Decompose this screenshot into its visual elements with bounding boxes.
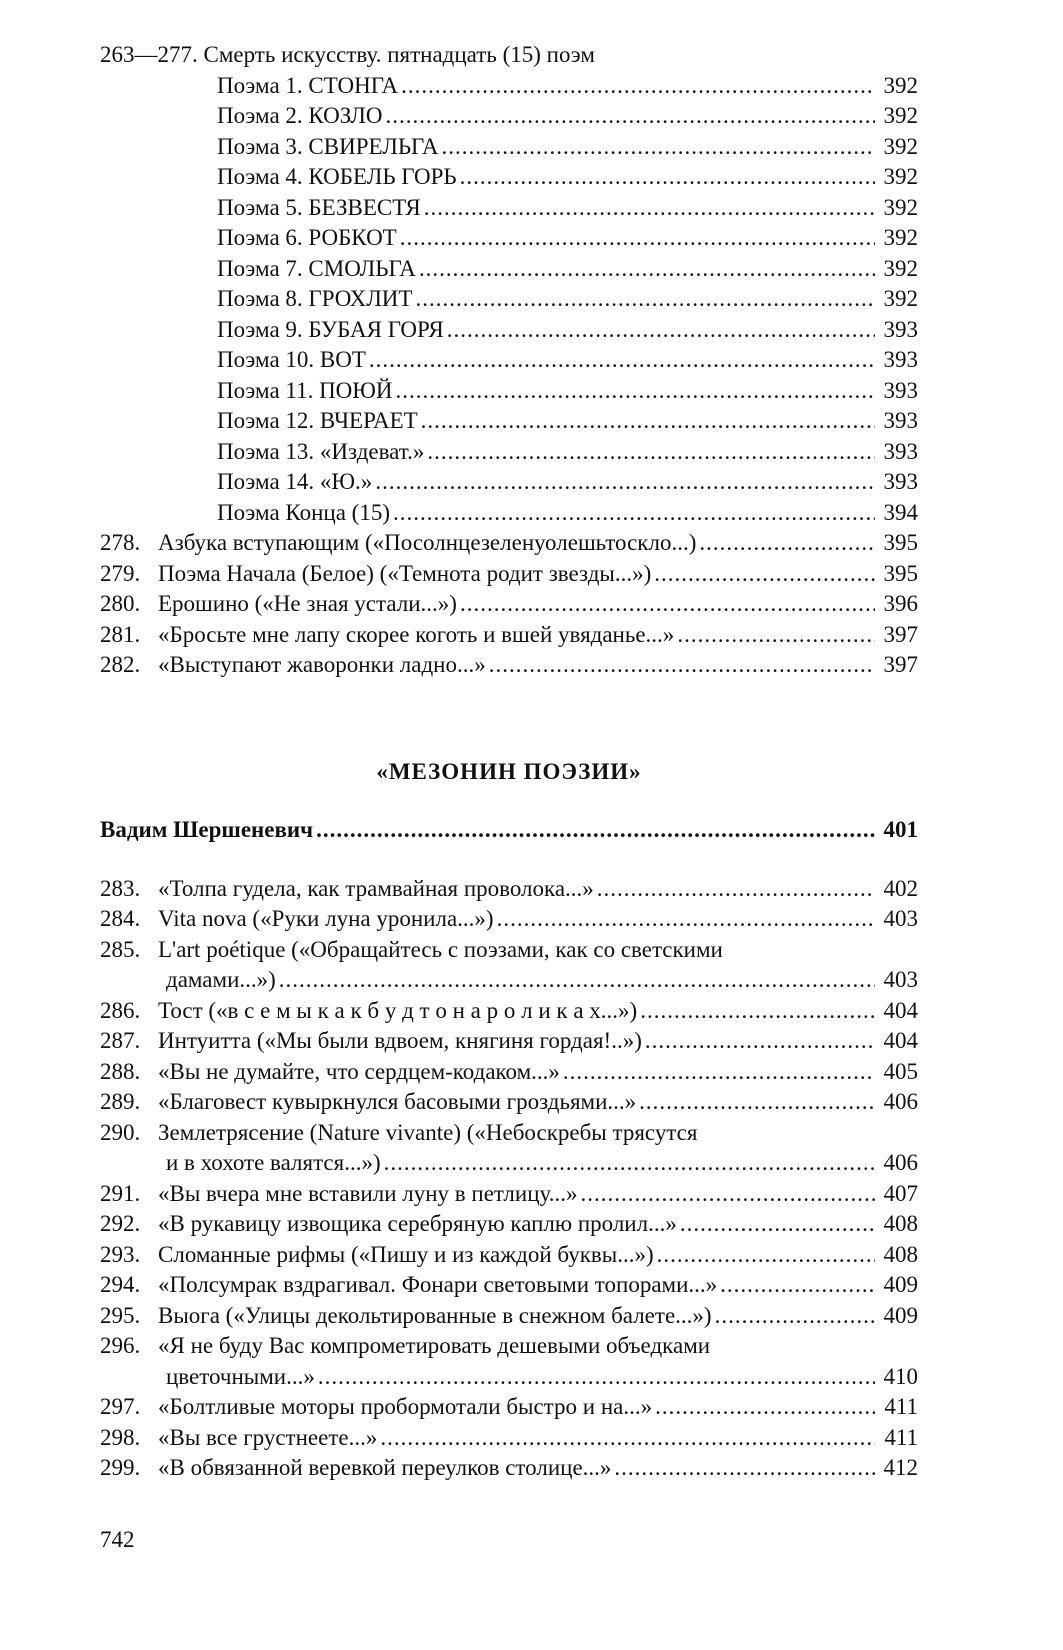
list-item [100, 1087, 918, 1118]
leader-dots [720, 1270, 875, 1301]
entry-page: 392 [883, 194, 918, 220]
entry-page: 397 [883, 621, 918, 647]
entry-continuation [158, 1148, 918, 1179]
entry-title-line1: L'art poétique («Обращайтесь с поэзами, как со светскими [158, 936, 723, 962]
entry-continuation [158, 1362, 918, 1393]
entry-page: 393 [883, 347, 918, 372]
entry-number: 293. [100, 1241, 141, 1267]
entry-number: 282. [100, 652, 141, 677]
leader-dots [401, 71, 875, 102]
entry-title-block [158, 1331, 918, 1392]
entry-title: Сломанные рифмы («Пишу и из каждой буквы...») [158, 1241, 654, 1267]
entry-title: «Бросьте мне лапу скорее коготь и вшей увяданье...» [158, 621, 675, 647]
leader-dots [419, 254, 875, 285]
list-item [100, 996, 918, 1027]
entry-page: 392 [883, 286, 918, 311]
entry-number: 280. [100, 591, 141, 616]
leader-dots [497, 904, 875, 935]
entry-title: «Вы не думайте, что сердцем-кодаком...» [158, 1058, 560, 1084]
leader-dots [380, 1423, 875, 1454]
entry-title: Поэма Начала (Белое) («Темнота родит звезды...») [158, 560, 652, 586]
entry-page: 404 [883, 1028, 918, 1053]
entry-number: 296. [100, 1333, 141, 1358]
list-item [100, 284, 918, 315]
entry-page: 392 [883, 103, 918, 128]
entry-page: 411 [884, 1424, 918, 1450]
entry-title: Поэма 13. «Издеват.» [217, 438, 425, 464]
leader-dots [563, 1057, 875, 1088]
entry-page: 393 [883, 469, 918, 494]
entry-title: Выога («Улицы декольтированные в снежном балете...») [158, 1302, 712, 1328]
entry-page: 395 [883, 560, 918, 586]
entry-page: 392 [883, 255, 918, 281]
entry-number: 285. [100, 936, 141, 962]
entry-number: 295. [100, 1302, 141, 1328]
leader-dots [396, 376, 875, 407]
list-item [100, 315, 918, 346]
author-name: Вадим Шершеневич [100, 817, 314, 842]
list-item [100, 223, 918, 254]
entry-page: 411 [884, 1394, 918, 1419]
entry-title: Поэма 6. РОБКОТ [217, 225, 397, 250]
entry-list-a [100, 528, 918, 681]
list-item [100, 559, 918, 590]
list-item [100, 162, 918, 193]
entry-number: 278. [100, 530, 141, 555]
entry-number: 288. [100, 1058, 141, 1084]
entry-page: 392 [883, 164, 918, 189]
leader-dots [384, 1148, 875, 1179]
entry-title: Поэма 5. БЕЗВЕСТЯ [217, 194, 421, 220]
list-item [100, 1179, 918, 1210]
group-heading: 263—277. Смерть искусству. пятнадцать (15) поэм [100, 42, 595, 67]
entry-page: 412 [883, 1455, 918, 1480]
leader-dots [400, 223, 875, 254]
entry-title: Поэма 14. «Ю.» [217, 469, 373, 494]
leader-dots [489, 650, 875, 681]
entry-title: «Благовест кувыркнулся басовыми гроздьями...» [158, 1089, 637, 1114]
entry-number: 283. [100, 875, 141, 901]
entry-title: Поэма 8. ГРОХЛИТ [217, 286, 413, 311]
leader-dots [677, 620, 875, 651]
entry-page: 392 [883, 72, 918, 98]
entry-page: 409 [883, 1302, 918, 1328]
list-item [100, 1026, 918, 1057]
leader-dots [424, 193, 875, 224]
list-item [100, 1118, 918, 1179]
entry-title-line1: «Я не буду Вас компрометировать дешевыми объедками [158, 1333, 711, 1358]
list-item [100, 437, 918, 468]
entry-title: Поэма 7. СМОЛЬГА [217, 255, 416, 281]
entry-title: Поэма 2. КОЗЛО [217, 103, 383, 128]
entry-title: «Вы вчера мне вставили луну в петлицу...» [158, 1180, 578, 1206]
entry-title: Поэма 11. ПОЮЙ [217, 377, 393, 403]
entry-page: 393 [883, 408, 918, 433]
entry-title-line2: цветочными...» [166, 1363, 315, 1389]
entry-title-block [158, 1118, 918, 1179]
entry-page: 406 [883, 1150, 918, 1175]
entry-title-line1: Землетрясение (Nature vivante) («Небоскребы трясутся [158, 1119, 698, 1145]
entry-page: 402 [883, 875, 918, 901]
entry-number: 284. [100, 906, 141, 931]
leader-dots [640, 996, 875, 1027]
entry-title: Поэма Конца (15) [217, 499, 391, 525]
entry-number: 298. [100, 1424, 141, 1450]
entry-title: «В рукавицу извощика серебряную каплю пролил...» [158, 1211, 677, 1236]
list-item [100, 935, 918, 996]
poem-list [100, 71, 918, 529]
list-item [100, 1301, 918, 1332]
list-item [100, 498, 918, 529]
entry-continuation [158, 965, 918, 996]
leader-dots [415, 284, 875, 315]
leader-dots [680, 1209, 875, 1240]
entry-page: 409 [883, 1272, 918, 1297]
entry-title: «Выступают жаворонки ладно...» [158, 652, 486, 677]
entry-title: Поэма 12. ВЧЕРАЕТ [217, 408, 418, 433]
leader-dots [614, 1453, 875, 1484]
leader-dots [393, 498, 875, 529]
entry-page: 397 [883, 652, 918, 677]
entry-number: 290. [100, 1119, 141, 1145]
entry-title: Поэма 1. СТОНГА [217, 72, 399, 98]
leader-dots [645, 1026, 875, 1057]
entry-number: 279. [100, 560, 141, 586]
entry-title: «Болтливые моторы пробормотали быстро и на...» [158, 1394, 653, 1419]
list-item [100, 467, 918, 498]
leader-dots [386, 101, 875, 132]
entry-title-line2: дамами...») [166, 967, 276, 992]
list-item [100, 1392, 918, 1423]
leader-dots [447, 315, 875, 346]
entry-title: Поэма 10. ВОТ [217, 347, 366, 372]
entry-title: Азбука вступающим («Посолнцезеленуолешьтоскло...) [158, 530, 697, 555]
entry-page: 408 [883, 1211, 918, 1236]
list-item [100, 1209, 918, 1240]
entry-list-b [100, 874, 918, 1484]
entry-title: Поэма 9. БУБАЯ ГОРЯ [217, 316, 444, 342]
list-item [100, 620, 918, 651]
list-item [100, 874, 918, 905]
entry-title-line2: и в хохоте валятся...») [166, 1150, 381, 1175]
entry-title: «Толпа гудела, как трамвайная проволока...» [158, 875, 594, 901]
table-of-contents [100, 40, 918, 1484]
leader-dots [654, 559, 875, 590]
entry-page: 393 [883, 438, 918, 464]
entry-page: 408 [883, 1241, 918, 1267]
leader-dots [318, 1362, 875, 1393]
entry-title: Ерошино («Не зная устали...») [158, 591, 457, 616]
author-page: 401 [883, 817, 918, 842]
entry-number: 289. [100, 1089, 141, 1114]
list-item [100, 1240, 918, 1271]
entry-number: 299. [100, 1455, 141, 1480]
list-item [100, 193, 918, 224]
list-item [100, 101, 918, 132]
list-item [100, 1331, 918, 1392]
list-item [100, 345, 918, 376]
entry-number: 286. [100, 997, 141, 1023]
leader-dots [460, 162, 875, 193]
leader-dots [316, 815, 875, 846]
entry-title: Поэма 4. КОБЕЛЬ ГОРЬ [217, 164, 457, 189]
leader-dots [369, 345, 875, 376]
entry-number: 287. [100, 1028, 141, 1053]
entry-number: 291. [100, 1180, 141, 1206]
leader-dots [597, 874, 875, 905]
entry-page: 410 [883, 1363, 918, 1389]
entry-page: 392 [883, 225, 918, 250]
leader-dots [279, 965, 875, 996]
entry-number: 292. [100, 1211, 141, 1236]
section-title: «МЕЗОНИН ПОЭЗИИ» [376, 758, 642, 784]
entry-title: Vita nova («Руки луна уронила...») [158, 906, 494, 931]
entry-title: «Полсумрак вздрагивал. Фонари световыми топорами...» [158, 1272, 718, 1297]
list-item [100, 71, 918, 102]
leader-dots [375, 467, 875, 498]
entry-title: Тост («в с е м ы к а к б у д т о н а р о л и к а х...») [158, 997, 638, 1023]
list-item [100, 254, 918, 285]
entry-page: 396 [883, 591, 918, 616]
leader-dots [460, 589, 875, 620]
list-item [100, 589, 918, 620]
list-item [100, 1423, 918, 1454]
list-item [100, 132, 918, 163]
list-item [100, 376, 918, 407]
list-item [100, 528, 918, 559]
list-item [100, 650, 918, 681]
entry-page: 395 [883, 530, 918, 555]
leader-dots [639, 1087, 875, 1118]
entry-page: 406 [883, 1089, 918, 1114]
entry-title: Интуитта («Мы были вдвоем, княгиня гордая!..») [158, 1028, 642, 1053]
entry-title-block [158, 935, 918, 996]
entry-page: 392 [883, 133, 918, 159]
list-item [100, 1270, 918, 1301]
entry-number: 294. [100, 1272, 141, 1297]
entry-page: 407 [883, 1180, 918, 1206]
entry-page: 394 [883, 499, 918, 525]
leader-dots [580, 1179, 875, 1210]
list-item [100, 406, 918, 437]
entry-title: «Вы все грустнеете...» [158, 1424, 378, 1450]
entry-title: «В обвязанной веревкой переулков столице...» [158, 1455, 612, 1480]
list-item [100, 1453, 918, 1484]
leader-dots [699, 528, 875, 559]
author-entry [100, 815, 918, 846]
leader-dots [715, 1301, 875, 1332]
entry-page: 393 [883, 377, 918, 403]
leader-dots [441, 132, 875, 163]
entry-page: 403 [883, 967, 918, 992]
leader-dots [655, 1392, 875, 1423]
entry-page: 393 [883, 316, 918, 342]
page-number: 742 [100, 1527, 135, 1552]
entry-title: Поэма 3. СВИРЕЛЬГА [217, 133, 439, 159]
list-item [100, 904, 918, 935]
entry-page: 405 [883, 1058, 918, 1084]
leader-dots [421, 406, 875, 437]
entry-page: 403 [883, 906, 918, 931]
entry-number: 281. [100, 621, 141, 647]
entry-page: 404 [883, 997, 918, 1023]
list-item [100, 1057, 918, 1088]
leader-dots [657, 1240, 875, 1271]
leader-dots [427, 437, 875, 468]
entry-number: 297. [100, 1394, 141, 1419]
